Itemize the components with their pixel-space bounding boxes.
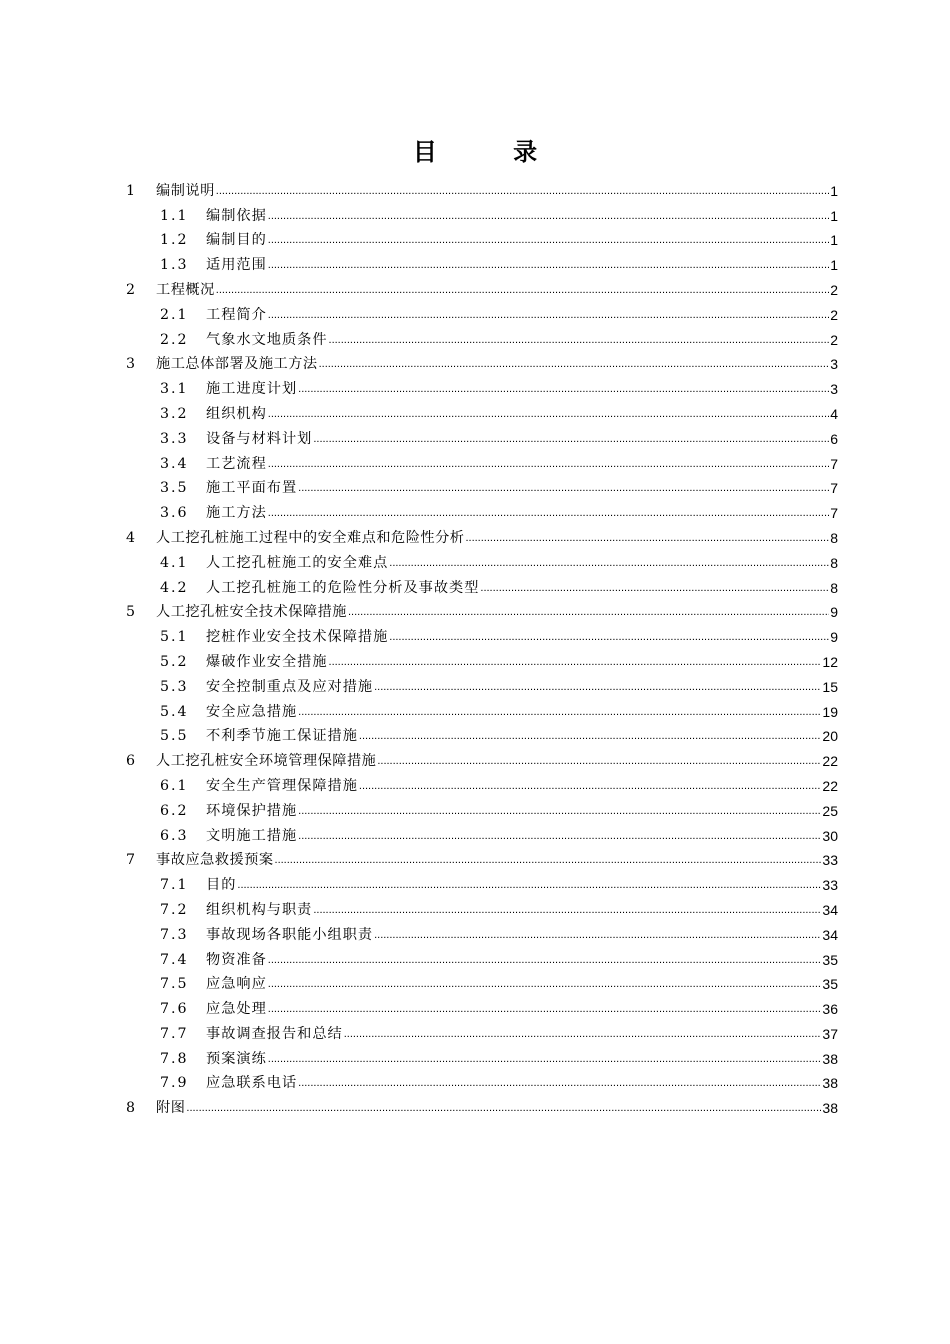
dot-leader: [268, 953, 822, 969]
toc-entry[interactable]: [126, 621, 838, 646]
toc-entry[interactable]: [126, 894, 838, 919]
toc-entry-page-number: 8: [830, 529, 838, 546]
toc-entry-number: 5.3: [160, 678, 189, 695]
toc-entry-page-number: 15: [822, 678, 838, 695]
dot-leader: [268, 1052, 822, 1068]
toc-entry-label: 施工平面布置: [206, 480, 298, 497]
toc-entry-page-number: 22: [822, 753, 838, 770]
toc-entry-number: 3.4: [160, 455, 189, 472]
toc-entry[interactable]: [126, 993, 838, 1018]
toc-entry[interactable]: [126, 919, 838, 944]
toc-entry[interactable]: [126, 721, 838, 746]
toc-entry-page-number: 38: [822, 1050, 838, 1067]
toc-entry-number: 5.4: [160, 703, 189, 720]
toc-entry-page-number: 7: [830, 480, 838, 497]
toc-entry-page-number: 34: [822, 901, 838, 918]
toc-entry[interactable]: [126, 597, 838, 622]
dot-leader: [329, 333, 830, 349]
toc-entry-number: 3: [126, 356, 136, 373]
toc-entry[interactable]: [126, 969, 838, 994]
toc-entry[interactable]: [126, 497, 838, 522]
toc-entry-number: 4.2: [160, 579, 189, 596]
dot-leader: [359, 729, 822, 745]
toc-entry-label: 人工挖孔桩施工过程中的安全难点和危险性分析: [156, 529, 465, 546]
toc-entry-number: 7.2: [160, 901, 189, 918]
dot-leader: [268, 407, 829, 423]
toc-entry-number: 7: [126, 852, 136, 869]
toc-entry-number: 4: [126, 529, 136, 546]
toc-entry-number: 4.1: [160, 554, 189, 571]
toc-entry-label: 工艺流程: [206, 455, 267, 472]
toc-entry[interactable]: [126, 398, 838, 423]
toc-entry-label: 施工总体部署及施工方法: [156, 356, 318, 373]
dot-leader: [359, 779, 822, 795]
dot-leader: [268, 457, 829, 473]
toc-entry-number: 7.3: [160, 926, 189, 943]
toc-entry-label: 安全应急措施: [206, 703, 298, 720]
toc-entry-label: 工程简介: [206, 306, 267, 323]
toc-entry-page-number: 35: [822, 951, 838, 968]
toc-entry[interactable]: [126, 1092, 838, 1117]
dot-leader: [480, 581, 829, 597]
toc-entry-number: 3.2: [160, 405, 189, 422]
dot-leader: [374, 680, 821, 696]
toc-entry-page-number: 25: [822, 802, 838, 819]
table-of-contents: [126, 175, 838, 1117]
toc-entry-page-number: 1: [830, 182, 838, 199]
toc-entry-page-number: 8: [830, 579, 838, 596]
toc-entry-label: 事故现场各职能小组职责: [206, 926, 374, 943]
dot-leader: [298, 804, 821, 820]
toc-entry-label: 气象水文地质条件: [206, 331, 328, 348]
toc-entry-number: 7.1: [160, 877, 189, 894]
toc-entry-label: 物资准备: [206, 951, 267, 968]
toc-entry-label: 应急处理: [206, 1001, 267, 1018]
toc-entry-label: 编制依据: [206, 207, 267, 224]
dot-leader: [313, 903, 821, 919]
dot-leader: [268, 1002, 822, 1018]
toc-entry-page-number: 38: [822, 1075, 838, 1092]
toc-entry-number: 1.2: [160, 232, 189, 249]
dot-leader: [237, 878, 821, 894]
toc-entry-label: 预案演练: [206, 1050, 267, 1067]
toc-entry-page-number: 34: [822, 926, 838, 943]
toc-entry-label: 应急响应: [206, 976, 267, 993]
dot-leader: [298, 829, 821, 845]
toc-entry-number: 6.2: [160, 802, 189, 819]
toc-entry[interactable]: [126, 1068, 838, 1093]
toc-entry-label: 人工挖孔桩安全环境管理保障措施: [156, 753, 377, 770]
toc-entry-page-number: 1: [830, 207, 838, 224]
toc-entry[interactable]: [126, 200, 838, 225]
toc-entry-label: 人工挖孔桩施工的危险性分析及事故类型: [206, 579, 480, 596]
toc-entry-number: 7.4: [160, 951, 189, 968]
toc-entry[interactable]: [126, 572, 838, 597]
toc-entry[interactable]: [126, 473, 838, 498]
toc-entry-number: 5.1: [160, 629, 189, 646]
toc-entry[interactable]: [126, 547, 838, 572]
dot-leader: [329, 655, 822, 671]
toc-entry-label: 编制说明: [156, 182, 215, 199]
toc-entry-page-number: 35: [822, 976, 838, 993]
toc-entry[interactable]: [126, 845, 838, 870]
toc-entry-page-number: 9: [830, 604, 838, 621]
toc-entry-label: 人工挖孔桩安全技术保障措施: [156, 604, 347, 621]
toc-entry-label: 工程概况: [156, 281, 215, 298]
toc-entry-number: 7.8: [160, 1050, 189, 1067]
toc-entry-number: 3.3: [160, 430, 189, 447]
toc-entry-label: 适用范围: [206, 257, 267, 274]
dot-leader: [313, 432, 829, 448]
toc-entry-page-number: 2: [830, 281, 838, 298]
toc-entry-label: 目的: [206, 877, 237, 894]
toc-entry-label: 编制目的: [206, 232, 267, 249]
toc-entry-page-number: 4: [830, 405, 838, 422]
toc-entry-page-number: 38: [822, 1100, 838, 1117]
toc-entry-label: 应急联系电话: [206, 1075, 298, 1092]
toc-entry[interactable]: [126, 225, 838, 250]
toc-entry-page-number: 2: [830, 331, 838, 348]
toc-entry-number: 1: [126, 182, 136, 199]
toc-entry-label: 组织机构: [206, 405, 267, 422]
toc-entry-page-number: 33: [822, 852, 838, 869]
toc-entry[interactable]: [126, 869, 838, 894]
toc-entry-label: 施工进度计划: [206, 381, 298, 398]
toc-entry[interactable]: [126, 175, 838, 200]
toc-entry[interactable]: [126, 696, 838, 721]
toc-entry-page-number: 20: [822, 728, 838, 745]
dot-leader: [268, 258, 829, 274]
toc-entry-page-number: 3: [830, 381, 838, 398]
toc-entry[interactable]: [126, 423, 838, 448]
toc-entry-page-number: 22: [822, 777, 838, 794]
toc-entry[interactable]: [126, 349, 838, 374]
toc-entry[interactable]: [126, 1043, 838, 1068]
toc-entry-page-number: 3: [830, 356, 838, 373]
dot-leader: [216, 184, 829, 200]
toc-entry-page-number: 12: [822, 653, 838, 670]
toc-entry-label: 施工方法: [206, 505, 267, 522]
toc-entry-number: 7.9: [160, 1075, 189, 1092]
toc-entry-page-number: 8: [830, 554, 838, 571]
dot-leader: [298, 481, 829, 497]
dot-leader: [216, 283, 829, 299]
toc-entry[interactable]: [126, 770, 838, 795]
toc-entry[interactable]: [126, 249, 838, 274]
toc-entry-page-number: 6: [830, 430, 838, 447]
toc-entry-label: 不利季节施工保证措施: [206, 728, 358, 745]
toc-entry-label: 文明施工措施: [206, 827, 298, 844]
toc-entry-label: 事故调查报告和总结: [206, 1025, 343, 1042]
dot-leader: [298, 1076, 821, 1092]
toc-entry-number: 7.7: [160, 1025, 189, 1042]
toc-entry-page-number: 19: [822, 703, 838, 720]
toc-entry[interactable]: [126, 795, 838, 820]
toc-entry-label: 人工挖孔桩施工的安全难点: [206, 554, 389, 571]
dot-leader: [268, 209, 829, 225]
toc-entry-label: 安全控制重点及应对措施: [206, 678, 374, 695]
dot-leader: [268, 308, 829, 324]
toc-entry[interactable]: [126, 646, 838, 671]
toc-entry-label: 组织机构与职责: [206, 901, 313, 918]
toc-entry-page-number: 7: [830, 455, 838, 472]
dot-leader: [465, 531, 829, 547]
toc-entry[interactable]: [126, 671, 838, 696]
dot-leader: [268, 233, 829, 249]
toc-entry-number: 3.5: [160, 480, 189, 497]
toc-entry-page-number: 7: [830, 505, 838, 522]
dot-leader: [268, 977, 822, 993]
toc-entry[interactable]: [126, 373, 838, 398]
toc-entry[interactable]: [126, 522, 838, 547]
dot-leader: [389, 556, 829, 572]
toc-entry-label: 附图: [156, 1100, 186, 1117]
toc-entry-number: 5: [126, 604, 136, 621]
toc-entry-number: 7.6: [160, 1001, 189, 1018]
toc-entry[interactable]: [126, 274, 838, 299]
toc-entry-label: 事故应急救援预案: [156, 852, 274, 869]
toc-entry-page-number: 30: [822, 827, 838, 844]
dot-leader: [298, 382, 829, 398]
toc-entry-page-number: 1: [830, 257, 838, 274]
toc-entry[interactable]: [126, 1018, 838, 1043]
toc-entry-page-number: 9: [830, 629, 838, 646]
toc-title: 目 录: [412, 138, 572, 166]
dot-leader: [298, 705, 821, 721]
toc-entry[interactable]: [126, 745, 838, 770]
toc-entry-number: 6.1: [160, 777, 189, 794]
toc-entry-page-number: 1: [830, 232, 838, 249]
toc-entry-number: 6.3: [160, 827, 189, 844]
dot-leader: [344, 1027, 822, 1043]
toc-entry-label: 环境保护措施: [206, 802, 298, 819]
dot-leader: [268, 506, 829, 522]
toc-entry-number: 3.1: [160, 381, 189, 398]
toc-entry-page-number: 2: [830, 306, 838, 323]
toc-entry-number: 2.2: [160, 331, 189, 348]
toc-entry-number: 6: [126, 753, 136, 770]
dot-leader: [348, 605, 829, 621]
toc-entry-label: 挖桩作业安全技术保障措施: [206, 629, 389, 646]
toc-entry-page-number: 37: [822, 1025, 838, 1042]
dot-leader: [319, 357, 830, 373]
toc-entry-number: 1.3: [160, 257, 189, 274]
dot-leader: [186, 1101, 821, 1117]
toc-entry-number: 7.5: [160, 976, 189, 993]
toc-entry-page-number: 36: [822, 1001, 838, 1018]
dot-leader: [377, 754, 821, 770]
toc-entry[interactable]: [126, 820, 838, 845]
toc-entry-label: 设备与材料计划: [206, 430, 313, 447]
toc-entry-number: 3.6: [160, 505, 189, 522]
toc-entry-number: 2.1: [160, 306, 189, 323]
toc-entry-number: 8: [126, 1100, 136, 1117]
toc-entry-label: 安全生产管理保障措施: [206, 777, 358, 794]
toc-entry-page-number: 33: [822, 877, 838, 894]
toc-entry-number: 2: [126, 281, 136, 298]
toc-entry[interactable]: [126, 944, 838, 969]
toc-entry[interactable]: [126, 299, 838, 324]
toc-entry-number: 5.2: [160, 653, 189, 670]
dot-leader: [275, 853, 822, 869]
toc-entry-number: 5.5: [160, 728, 189, 745]
dot-leader: [389, 630, 829, 646]
dot-leader: [374, 928, 821, 944]
toc-entry-label: 爆破作业安全措施: [206, 653, 328, 670]
toc-entry[interactable]: [126, 448, 838, 473]
toc-entry[interactable]: [126, 324, 838, 349]
toc-entry-number: 1.1: [160, 207, 189, 224]
